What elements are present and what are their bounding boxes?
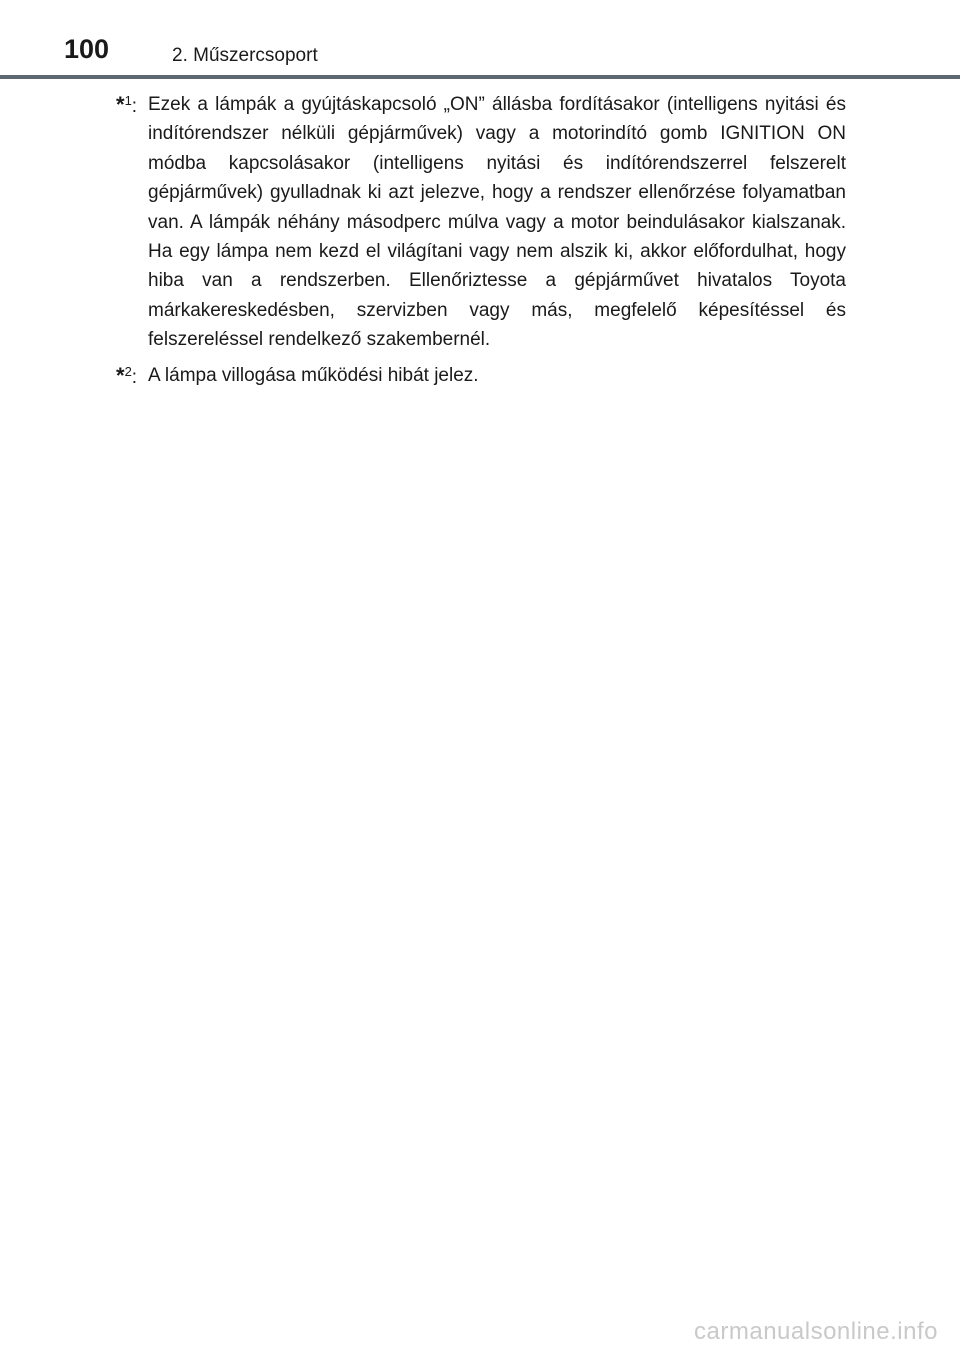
watermark: carmanualsonline.info xyxy=(694,1318,938,1345)
footnote-list xyxy=(116,90,846,398)
header-divider xyxy=(0,75,960,79)
footnote-1 xyxy=(116,90,846,355)
footnote-text: Ezek a lámpák a gyújtáskapcsoló „ON” állásba fordításakor (intelligens nyitási és indítórendszer nélküli gépjárművek) vagy a motorindító gomb IGNITION ON módba kapcsolásakor (intelligens nyitási és indítórendszerrel felszerelt gépjárművek) gyulladnak ki azt jelezve, hogy a rendszer ellenőrzése folyamatban van. A lámpák néhány másodperc múlva vagy a motor beindulásakor kialszanak. Ha egy lámpa nem kezd el világítani vagy nem alszik ki, akkor előfordulhat, hogy hiba van a rendszerben. Ellenőriztesse a gépjárművet hivatalos Toyota márkakereskedésben, szervizben vagy más, megfelelő képesítéssel és felszereléssel rendelkező szakembernél. xyxy=(148,94,846,351)
footnote-colon: : xyxy=(131,96,138,117)
footnote-colon: : xyxy=(131,366,138,388)
footnote-marker xyxy=(116,361,148,392)
page-header xyxy=(0,0,960,80)
asterisk-icon: * xyxy=(116,362,125,388)
footnote-number: 1 xyxy=(124,93,132,108)
footnote-marker xyxy=(116,90,148,121)
footnote-text: A lámpa villogása működési hibát jelez. xyxy=(148,364,479,386)
footnote-number: 2 xyxy=(124,363,132,379)
footnote-2 xyxy=(116,361,846,392)
section-title: 2. Műszercsoport xyxy=(172,45,318,66)
page-number: 100 xyxy=(64,34,110,64)
asterisk-icon: * xyxy=(116,92,125,117)
